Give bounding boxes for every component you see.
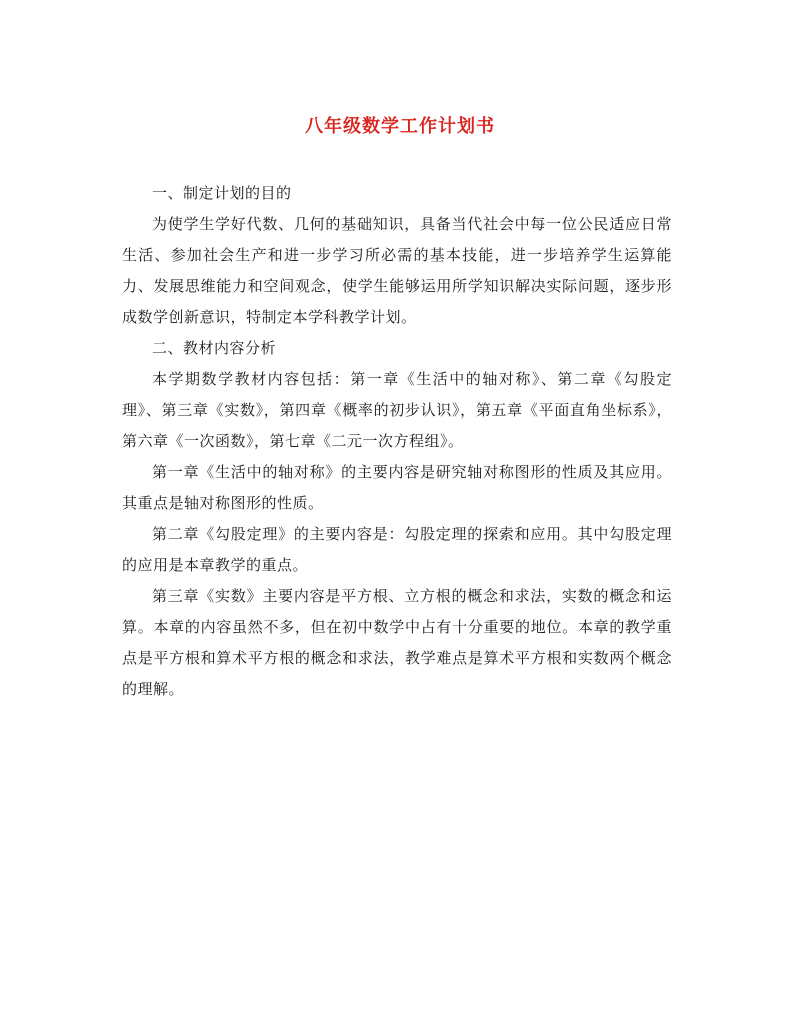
paragraph-purpose: 为使学生学好代数、几何的基础知识，具备当代社会中每一位公民适应日常生活、参加社会生产和进一步学习所必需的基本技能，进一步培养学生运算能力、发展思维能力和空间观念，使学生能够运用所学知识解决实际问题，逐步形成数学创新意识，特制定本学科教学计划。 <box>122 215 672 326</box>
document-title: 八年级数学工作计划书 <box>305 116 495 137</box>
section-heading-textbook-analysis: 二、教材内容分析 <box>152 339 277 357</box>
paragraph-chapter-3: 第三章《实数》主要内容是平方根、立方根的概念和求法，实数的概念和运算。本章的内容虽然不多，但在初中数学中占有十分重要的地位。本章的教学重点是平方根和算术平方根的概念和求法，教学难点是算术平方根和实数两个概念的理解。 <box>122 587 672 698</box>
paragraph-chapter-2: 第二章《勾股定理》的主要内容是：勾股定理的探索和应用。其中勾股定理的应用是本章教学的重点。 <box>122 525 672 574</box>
paragraph-textbook-contents: 本学期数学教材内容包括：第一章《生活中的轴对称》、第二章《勾股定理》、第三章《实数》，第四章《概率的初步认识》，第五章《平面直角坐标系》，第六章《一次函数》，第七章《二元一次方程组》。 <box>122 370 672 450</box>
document-body <box>122 178 672 705</box>
paragraph-chapter-1: 第一章《生活中的轴对称》的主要内容是研究轴对称图形的性质及其应用。其重点是轴对称图形的性质。 <box>122 463 672 512</box>
section-heading-purpose: 一、制定计划的目的 <box>152 184 292 202</box>
